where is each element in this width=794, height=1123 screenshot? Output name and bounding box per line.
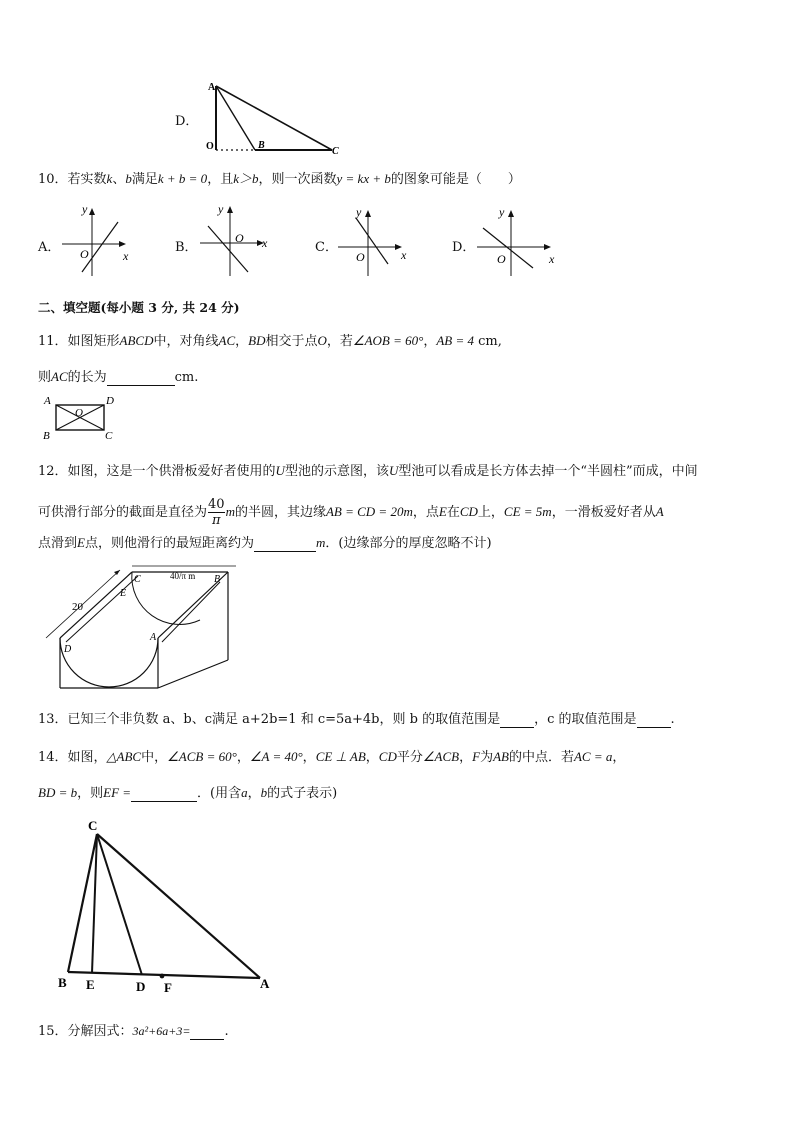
q10-option-b-graph bbox=[198, 200, 278, 280]
q13-stem: 13．已知三个非负数 a、b、c满足 a+2b=1 和 c=5a+4b，则 b 的取值范围是 ，c 的取值范围是 . bbox=[38, 712, 675, 727]
q14-answer-blank[interactable] bbox=[131, 786, 197, 802]
q9-label-c: C bbox=[332, 146, 339, 157]
svg-text:D: D bbox=[106, 395, 114, 407]
svg-text:A: A bbox=[44, 395, 51, 407]
svg-text:A: A bbox=[150, 632, 157, 643]
section-title: 二、填空题(每小题 3 分, 共 24 分) bbox=[38, 300, 240, 315]
svg-text:A: A bbox=[260, 976, 270, 991]
svg-text:x: x bbox=[549, 252, 555, 266]
q11-stem-line2: 则AC的长为 cm. bbox=[38, 369, 199, 385]
q12-answer-blank[interactable] bbox=[254, 536, 316, 552]
q15-stem: 15．分解因式：3a²+6a+3= . bbox=[38, 1024, 229, 1039]
svg-text:y: y bbox=[356, 205, 362, 219]
q14-stem-line1: 14．如图，△ABC中，∠ACB = 60°，∠A = 40°，CE ⊥ AB，CD平分∠ACB，F为AB的中点．若AC = a， bbox=[38, 749, 626, 765]
q10-option-d-graph bbox=[475, 200, 565, 280]
svg-text:O: O bbox=[497, 252, 506, 266]
q14-stem-line2: BD = b，则EF = ．(用含a，b的式子表示) bbox=[38, 785, 338, 801]
svg-text:D: D bbox=[136, 979, 146, 994]
q9-label-a: A bbox=[208, 82, 216, 93]
q12-stem-line1: 12．如图，这是一个供滑板爱好者使用的U型池的示意图，该U型池可以看成是长方体去掉一个“半圆柱”而成，中间 bbox=[38, 463, 698, 479]
svg-text:E: E bbox=[120, 588, 127, 599]
svg-text:O: O bbox=[75, 407, 83, 419]
q9-label-b: B bbox=[258, 140, 265, 151]
q14-triangle-figure bbox=[50, 812, 280, 997]
svg-text:O: O bbox=[356, 250, 365, 264]
q12-stem-line3: 点滑到E点，则他滑行的最短距离约为 m．(边缘部分的厚度忽略不计) bbox=[38, 535, 492, 551]
svg-text:B: B bbox=[43, 430, 50, 442]
svg-text:F: F bbox=[164, 980, 172, 995]
q10-option-d-label: D． bbox=[452, 240, 476, 255]
q11-answer-blank[interactable] bbox=[107, 370, 175, 386]
svg-text:C: C bbox=[88, 818, 98, 833]
svg-text:y: y bbox=[218, 202, 224, 216]
svg-text:y: y bbox=[82, 202, 88, 216]
q13-blank-c[interactable] bbox=[637, 712, 671, 728]
svg-text:40/π m: 40/π m bbox=[170, 571, 196, 581]
svg-text:B: B bbox=[214, 574, 221, 585]
q15-answer-blank[interactable] bbox=[190, 1024, 224, 1040]
q10-stem: 10．若实数k、b满足k + b = 0，且k＞b，则一次函数y = kx + b的图象可能是（ ） bbox=[38, 171, 521, 187]
svg-text:20: 20 bbox=[72, 601, 83, 613]
svg-text:O: O bbox=[80, 247, 89, 261]
svg-text:E: E bbox=[86, 977, 95, 992]
q12-u-pool-figure bbox=[40, 560, 250, 695]
q9-label-o: O bbox=[206, 141, 214, 152]
q13-blank-b[interactable] bbox=[500, 712, 534, 728]
svg-text:O: O bbox=[235, 231, 244, 245]
q10-option-a-label: A． bbox=[38, 240, 61, 255]
svg-text:x: x bbox=[123, 249, 129, 263]
svg-text:C: C bbox=[134, 574, 141, 585]
q9-option-d-label: D． bbox=[175, 114, 199, 129]
q12-stem-line2: 可供滑行部分的截面是直径为 $\frac{40}{\pi}$ m的半圆，其边缘AB = CD = 20m，点E在CD上，CE = 5m，一滑板爱好者从A bbox=[38, 497, 664, 528]
q11-rectangle-figure bbox=[38, 390, 128, 442]
svg-text:x: x bbox=[401, 248, 407, 262]
svg-text:D: D bbox=[64, 644, 72, 655]
svg-text:y: y bbox=[499, 205, 505, 219]
q10-option-a-graph bbox=[60, 200, 140, 280]
q10-option-c-graph bbox=[336, 200, 416, 280]
q10-option-b-label: B． bbox=[175, 240, 198, 255]
svg-text:x: x bbox=[262, 236, 268, 250]
q11-stem-line1: 11．如图矩形ABCD中，对角线AC，BD相交于点O，若∠AOB = 60°，AB = 4 cm, bbox=[38, 333, 502, 349]
svg-text:B: B bbox=[58, 975, 67, 990]
q10-option-c-label: C． bbox=[315, 240, 338, 255]
svg-text:C: C bbox=[105, 430, 113, 442]
q9-triangle-figure bbox=[200, 78, 350, 158]
